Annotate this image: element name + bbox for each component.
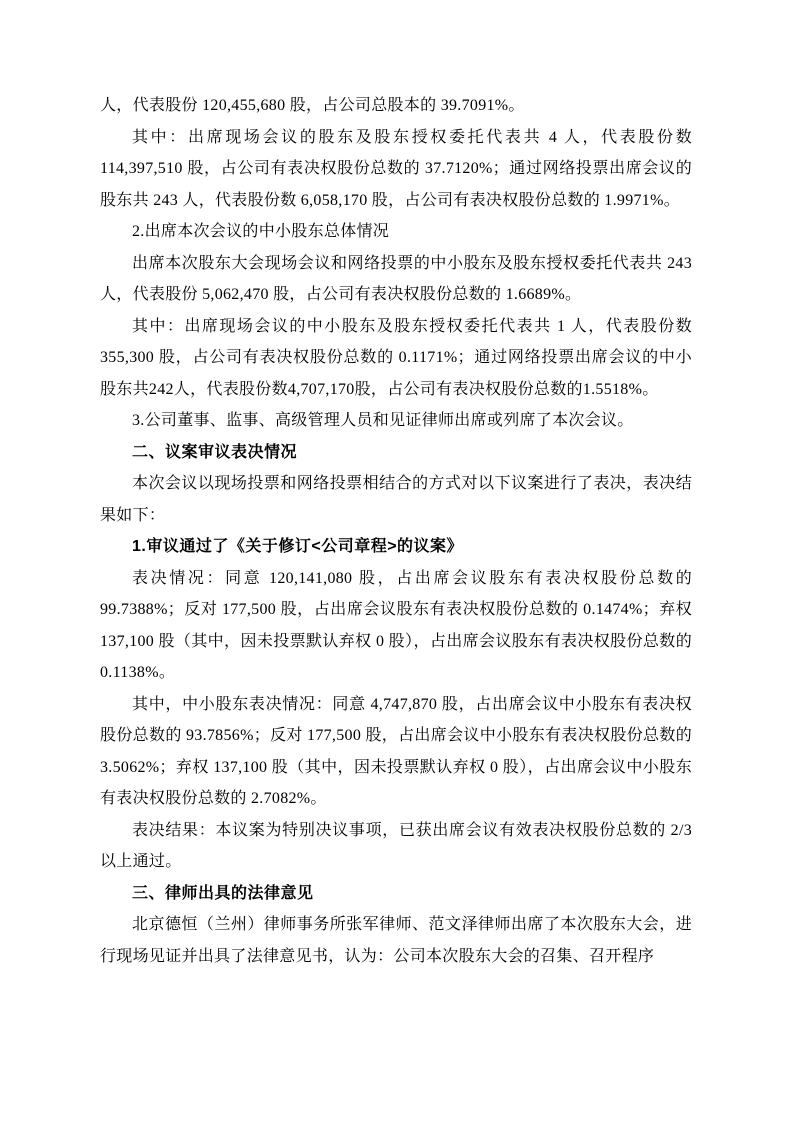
proposal-heading-1: 1.审议通过了《关于修订<公司章程>的议案》	[132, 538, 464, 555]
paragraph-voting-method: 本次会议以现场投票和网络投票相结合的方式对以下议案进行了表决，表决结果如下：	[100, 475, 692, 524]
paragraph-minority-overview-title: 2.出席本次会议的中小股东总体情况	[132, 223, 390, 240]
paragraph-vote-conclusion: 表决结果：本议案为特别决议事项，已获出席会议有效表决权股份总数的 2/3 以上通过。	[100, 821, 692, 870]
section-heading-proposals: 二、议案审议表决情况	[132, 443, 298, 461]
paragraph-lawyer-opinion: 北京德恒（兰州）律师事务所张军律师、范文泽律师出席了本次股东大会，进行现场见证并出具了法律意见书，认为：公司本次股东大会的召集、召开程序	[100, 916, 692, 965]
paragraph-minority-overview: 出席本次股东大会现场会议和网络投票的中小股东及股东授权委托代表共 243 人，代表股份 5,062,470 股，占公司有表决权股份总数的 1.6689%。	[100, 254, 692, 303]
paragraph-vote-result-all: 表决情况：同意 120,141,080 股，占出席会议股东有表决权股份总数的 99.7388%；反对 177,500 股，占出席会议股东有表决权股份总数的 0.1474%；弃权 137,100 股（其中，因未投票默认弃权 0 股），占出席会议股东有表决权股份总数的 0.1138%。	[100, 569, 692, 681]
paragraph-vote-result-minority: 其中，中小股东表决情况：同意 4,747,870 股，占出席会议中小股东有表决权股份总数的 93.7856%；反对 177,500 股，占出席会议中小股东有表决权股份总数的 3.5062%；弃权 137,100 股（其中，因未投票默认弃权 0 股），占出席会议中小股东有表决权股份总数的 2.7082%。	[100, 695, 692, 807]
paragraph-attendees-others: 3.公司董事、监事、高级管理人员和见证律师出席或列席了本次会议。	[132, 412, 634, 429]
paragraph-attendance-continuation: 人，代表股份 120,455,680 股，占公司总股本的 39.7091%。	[100, 97, 525, 114]
paragraph-attendance-detail: 其中：出席现场会议的股东及股东授权委托代表共 4 人，代表股份数 114,397,510 股，占公司有表决权股份总数的 37.7120%；通过网络投票出席会议的股东共 243 人，代表股份数 6,058,170 股，占公司有表决权股份总数的 1.9971%。	[100, 128, 692, 209]
document-body	[100, 90, 692, 972]
section-heading-legal-opinion: 三、律师出具的法律意见	[132, 884, 314, 902]
paragraph-minority-detail: 其中：出席现场会议的中小股东及股东授权委托代表共 1 人，代表股份数 355,300 股，占公司有表决权股份总数的 0.1171%；通过网络投票出席会议的中小股东共242人，代表股份数4,707,170股，占公司有表决权股份总数的1.5518%。	[100, 317, 692, 398]
